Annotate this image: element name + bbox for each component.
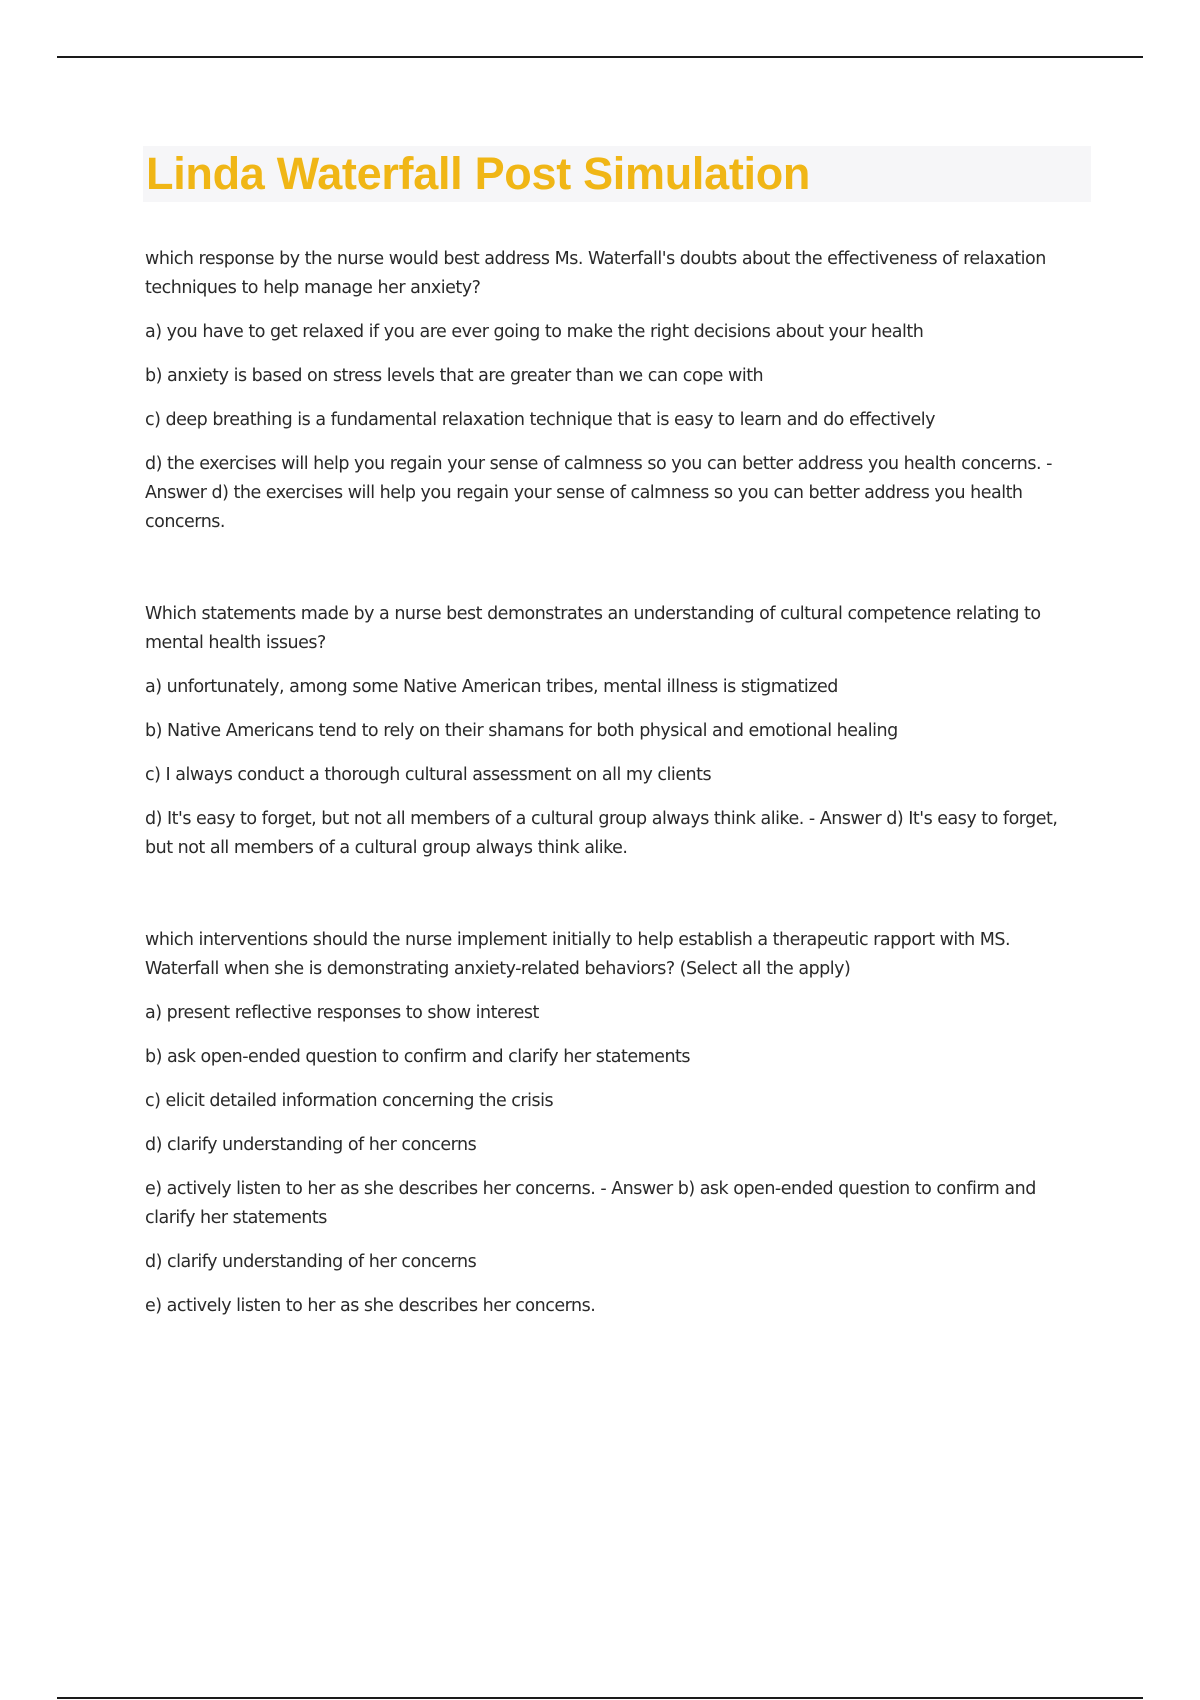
footer-rule [57, 1697, 1143, 1699]
answer-option: d) clarify understanding of her concerns [145, 1252, 477, 1272]
answer-option: d) clarify understanding of her concerns [145, 1135, 477, 1155]
answer-option: a) unfortunately, among some Native American tribes, mental illness is stigmatized [145, 677, 838, 697]
answer-option: a) you have to get relaxed if you are ever going to make the right decisions about your health [145, 322, 924, 342]
answer-option: c) deep breathing is a fundamental relaxation technique that is easy to learn and do effectively [145, 410, 935, 430]
question-prompt: which response by the nurse would best address Ms. Waterfall's doubts about the effectiveness of relaxation techniques to help manage her anxiety? [145, 249, 1046, 298]
answer-option: d) It's easy to forget, but not all members of a cultural group always think alike. - Answer d) It's easy to forget, but not all members of a cultural group always think alike. [145, 809, 1058, 858]
question-block-1 [145, 245, 1075, 537]
question-prompt: which interventions should the nurse implement initially to help establish a therapeutic rapport with MS. Waterfall when she is demonstrating anxiety-related behaviors? (Select all the apply) [145, 930, 1011, 979]
answer-option: e) actively listen to her as she describes her concerns. - Answer b) ask open-ended question to confirm and clarify her statements [145, 1179, 1036, 1228]
answer-option: b) Native Americans tend to rely on their shamans for both physical and emotional healing [145, 721, 898, 741]
header-rule [57, 56, 1143, 58]
answer-option: b) ask open-ended question to confirm and clarify her statements [145, 1047, 691, 1067]
document-title: Linda Waterfall Post Simulation [146, 148, 811, 199]
question-block-3 [145, 926, 1075, 1321]
question-block-2 [145, 600, 1075, 863]
answer-option: d) the exercises will help you regain your sense of calmness so you can better address you health concerns. - Answer d) the exercises will help you regain your sense of calmness so you can better address you health concerns. [145, 454, 1052, 532]
answer-option: c) I always conduct a thorough cultural assessment on all my clients [145, 765, 712, 785]
answer-option: e) actively listen to her as she describes her concerns. [145, 1296, 596, 1316]
question-prompt: Which statements made by a nurse best demonstrates an understanding of cultural competence relating to mental health issues? [145, 604, 1041, 653]
document-body [145, 245, 1075, 1384]
answer-option: c) elicit detailed information concerning the crisis [145, 1091, 554, 1111]
answer-option: a) present reflective responses to show interest [145, 1003, 539, 1023]
answer-option: b) anxiety is based on stress levels that are greater than we can cope with [145, 366, 764, 386]
